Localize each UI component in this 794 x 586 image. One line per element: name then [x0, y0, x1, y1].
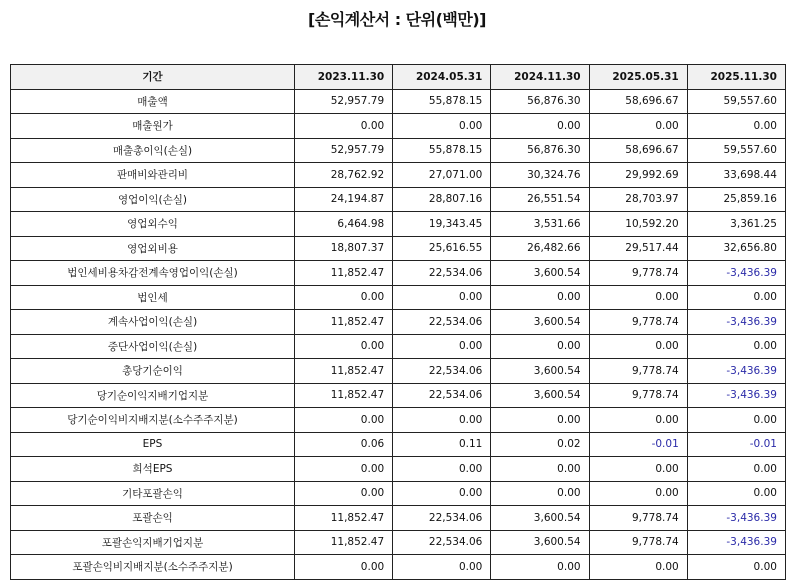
value-cell: 32,656.80 [687, 236, 785, 261]
value-cell: 9,778.74 [589, 359, 687, 384]
value-cell: 0.00 [295, 334, 393, 359]
table-row [11, 285, 786, 310]
value-cell: 0.00 [393, 555, 491, 580]
value-cell: 22,534.06 [393, 359, 491, 384]
value-cell: 52,957.79 [295, 89, 393, 114]
value-cell: 26,482.66 [491, 236, 589, 261]
row-label: EPS [11, 432, 295, 457]
value-cell: 9,778.74 [589, 506, 687, 531]
value-cell: 0.00 [491, 457, 589, 482]
value-cell: 52,957.79 [295, 138, 393, 163]
value-cell: 25,616.55 [393, 236, 491, 261]
value-cell: 0.00 [295, 114, 393, 139]
value-cell: 11,852.47 [295, 383, 393, 408]
value-cell: 18,807.37 [295, 236, 393, 261]
table-row [11, 236, 786, 261]
value-cell: 0.00 [589, 457, 687, 482]
table-row [11, 138, 786, 163]
value-cell: 25,859.16 [687, 187, 785, 212]
value-cell: 59,557.60 [687, 138, 785, 163]
value-cell: 0.00 [491, 334, 589, 359]
value-cell: 0.00 [687, 457, 785, 482]
value-cell: 3,600.54 [491, 359, 589, 384]
value-cell: 0.00 [589, 555, 687, 580]
table-row [11, 408, 786, 433]
value-cell: -3,436.39 [687, 261, 785, 286]
table-row [11, 310, 786, 335]
value-cell: 9,778.74 [589, 383, 687, 408]
value-cell: -3,436.39 [687, 310, 785, 335]
row-label: 당기순이익지배기업지분 [11, 383, 295, 408]
header-col: 2025.11.30 [687, 65, 785, 90]
row-label: 매출원가 [11, 114, 295, 139]
value-cell: 0.00 [393, 334, 491, 359]
value-cell: -0.01 [687, 432, 785, 457]
value-cell: 0.00 [589, 334, 687, 359]
row-label: 총당기순이익 [11, 359, 295, 384]
value-cell: 11,852.47 [295, 261, 393, 286]
table-row [11, 212, 786, 237]
header-col: 2024.05.31 [393, 65, 491, 90]
value-cell: 30,324.76 [491, 163, 589, 188]
value-cell: -3,436.39 [687, 506, 785, 531]
value-cell: 0.00 [491, 114, 589, 139]
value-cell: 0.00 [687, 334, 785, 359]
value-cell: 0.00 [589, 114, 687, 139]
value-cell: 6,464.98 [295, 212, 393, 237]
value-cell: 58,696.67 [589, 89, 687, 114]
value-cell: 27,071.00 [393, 163, 491, 188]
value-cell: 0.00 [589, 285, 687, 310]
row-label: 기타포괄손익 [11, 481, 295, 506]
value-cell: 22,534.06 [393, 383, 491, 408]
value-cell: 0.00 [687, 555, 785, 580]
row-label: 영업외비용 [11, 236, 295, 261]
value-cell: 0.00 [295, 457, 393, 482]
value-cell: 56,876.30 [491, 138, 589, 163]
value-cell: 3,600.54 [491, 261, 589, 286]
value-cell: 58,696.67 [589, 138, 687, 163]
header-col: 2024.11.30 [491, 65, 589, 90]
value-cell: 55,878.15 [393, 89, 491, 114]
value-cell: -0.01 [589, 432, 687, 457]
value-cell: 9,778.74 [589, 530, 687, 555]
row-label: 법인세 [11, 285, 295, 310]
row-label: 포괄손익비지배지분(소수주주지분) [11, 555, 295, 580]
value-cell: 19,343.45 [393, 212, 491, 237]
table-row [11, 89, 786, 114]
value-cell: 0.00 [687, 408, 785, 433]
value-cell: -3,436.39 [687, 359, 785, 384]
row-label: 판매비와관리비 [11, 163, 295, 188]
value-cell: 10,592.20 [589, 212, 687, 237]
row-label: 영업외수익 [11, 212, 295, 237]
row-label: 영업이익(손실) [11, 187, 295, 212]
table-row [11, 506, 786, 531]
value-cell: 0.11 [393, 432, 491, 457]
value-cell: 24,194.87 [295, 187, 393, 212]
table-row [11, 457, 786, 482]
value-cell: 29,992.69 [589, 163, 687, 188]
table-header-row [11, 65, 786, 90]
value-cell: 0.00 [393, 408, 491, 433]
row-label: 매출총이익(손실) [11, 138, 295, 163]
table-row [11, 383, 786, 408]
table-row [11, 163, 786, 188]
value-cell: 22,534.06 [393, 261, 491, 286]
row-label: 포괄손익 [11, 506, 295, 531]
value-cell: 3,600.54 [491, 310, 589, 335]
value-cell: 0.00 [295, 408, 393, 433]
page-title: [손익계산서 : 단위(백만)] [308, 10, 486, 29]
row-label: 매출액 [11, 89, 295, 114]
table-body [11, 89, 786, 579]
row-label: 포괄손익지배기업지분 [11, 530, 295, 555]
value-cell: 33,698.44 [687, 163, 785, 188]
value-cell: 28,807.16 [393, 187, 491, 212]
row-label: 당기순이익비지배지분(소수주주지분) [11, 408, 295, 433]
value-cell: 0.00 [491, 481, 589, 506]
value-cell: 3,361.25 [687, 212, 785, 237]
value-cell: 11,852.47 [295, 506, 393, 531]
value-cell: 0.00 [295, 481, 393, 506]
value-cell: 0.00 [687, 114, 785, 139]
value-cell: 9,778.74 [589, 310, 687, 335]
value-cell: 0.00 [295, 285, 393, 310]
table-row [11, 530, 786, 555]
table-row [11, 555, 786, 580]
table-row [11, 432, 786, 457]
value-cell: 55,878.15 [393, 138, 491, 163]
value-cell: 26,551.54 [491, 187, 589, 212]
value-cell: 0.00 [393, 114, 491, 139]
value-cell: 22,534.06 [393, 506, 491, 531]
value-cell: 9,778.74 [589, 261, 687, 286]
table-row [11, 334, 786, 359]
value-cell: 0.00 [295, 555, 393, 580]
header-period: 기간 [11, 65, 295, 90]
header-col: 2025.05.31 [589, 65, 687, 90]
value-cell: 0.06 [295, 432, 393, 457]
row-label: 계속사업이익(손실) [11, 310, 295, 335]
value-cell: 3,531.66 [491, 212, 589, 237]
value-cell: 3,600.54 [491, 530, 589, 555]
table-row [11, 359, 786, 384]
value-cell: 0.00 [491, 285, 589, 310]
value-cell: 0.00 [393, 285, 491, 310]
value-cell: 59,557.60 [687, 89, 785, 114]
value-cell: 28,762.92 [295, 163, 393, 188]
value-cell: 0.00 [491, 408, 589, 433]
value-cell: 11,852.47 [295, 359, 393, 384]
table-row [11, 114, 786, 139]
value-cell: 11,852.47 [295, 530, 393, 555]
header-col: 2023.11.30 [295, 65, 393, 90]
row-label: 중단사업이익(손실) [11, 334, 295, 359]
value-cell: 28,703.97 [589, 187, 687, 212]
value-cell: 0.00 [589, 408, 687, 433]
value-cell: 29,517.44 [589, 236, 687, 261]
value-cell: 0.00 [393, 481, 491, 506]
value-cell: -3,436.39 [687, 530, 785, 555]
row-label: 희석EPS [11, 457, 295, 482]
row-label: 법인세비용차감전계속영업이익(손실) [11, 261, 295, 286]
table-row [11, 187, 786, 212]
value-cell: 0.00 [687, 285, 785, 310]
value-cell: 3,600.54 [491, 383, 589, 408]
value-cell: 0.00 [589, 481, 687, 506]
value-cell: 0.00 [393, 457, 491, 482]
value-cell: 11,852.47 [295, 310, 393, 335]
table-row [11, 481, 786, 506]
value-cell: -3,436.39 [687, 383, 785, 408]
value-cell: 0.02 [491, 432, 589, 457]
income-statement-table [10, 64, 786, 580]
value-cell: 22,534.06 [393, 530, 491, 555]
value-cell: 0.00 [687, 481, 785, 506]
value-cell: 22,534.06 [393, 310, 491, 335]
table-row [11, 261, 786, 286]
value-cell: 56,876.30 [491, 89, 589, 114]
value-cell: 0.00 [491, 555, 589, 580]
value-cell: 3,600.54 [491, 506, 589, 531]
